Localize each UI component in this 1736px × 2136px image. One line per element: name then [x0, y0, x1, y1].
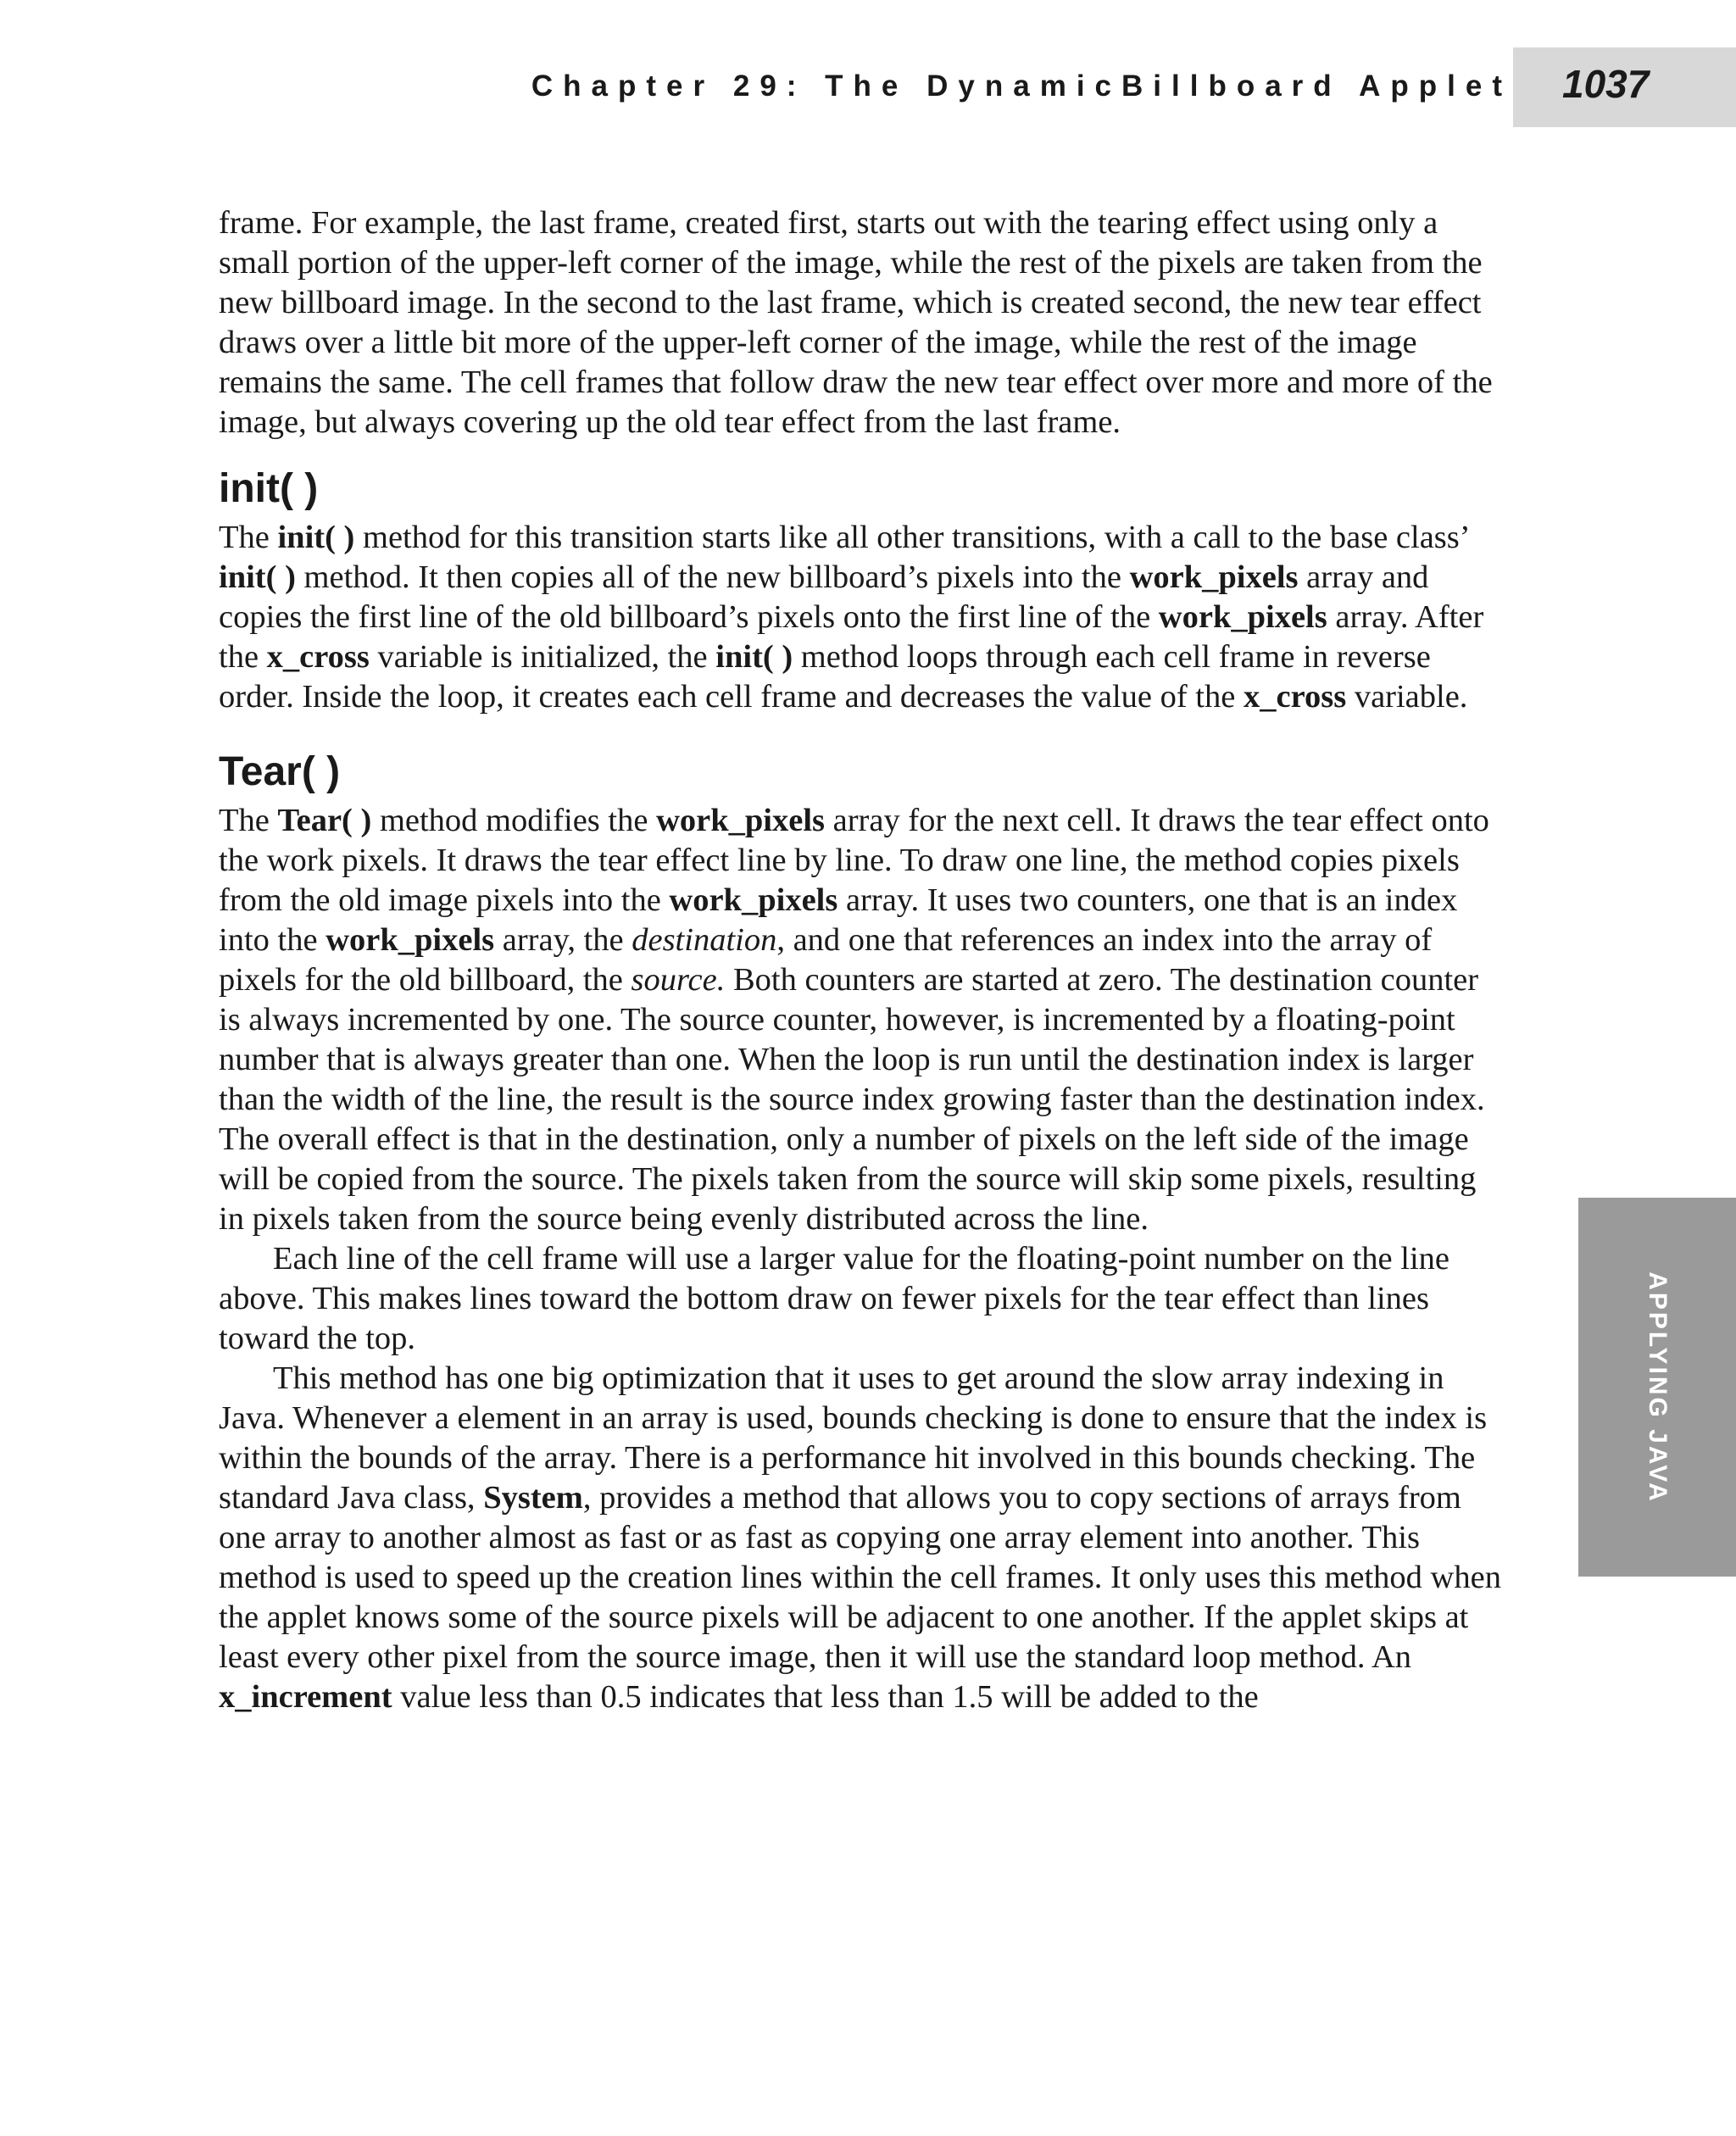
running-head: Chapter 29: The DynamicBillboard Applet: [531, 70, 1512, 103]
intro-paragraph: frame. For example, the last frame, created first, starts out with the tearing effect using only a small portion of the upper-left corner of the image, while the rest of the pixels are taken from the new billboard image. In the second to the last frame, which is created second, the new tear effect draws over a little bit more of the upper-left corner of the image, while the rest of the image remains the same. The cell frames that follow draw the new tear effect over more and more of the image, but always covering up the old tear effect from the last frame.: [219, 205, 1493, 440]
code-term: work_pixels: [326, 922, 495, 958]
code-term: Tear( ): [277, 803, 372, 838]
section-side-tab: [1578, 1198, 1736, 1577]
code-term: x_increment: [219, 1679, 392, 1715]
page-body: [219, 203, 1507, 1717]
code-term: System: [483, 1480, 583, 1516]
tear-paragraph-2: Each line of the cell frame will use a larger value for the floating-point number on the line above. This makes lines toward the bottom draw on fewer pixels for the tear effect than lines toward the top.: [219, 1241, 1449, 1356]
page-number-tab: [1513, 47, 1736, 127]
code-term: work_pixels: [1129, 559, 1299, 595]
code-term: x_cross: [266, 639, 370, 675]
emphasis-term: source.: [631, 962, 726, 998]
code-term: work_pixels: [1158, 599, 1327, 635]
init-paragraph: The init( ) method for this transition starts like all other transitions, with a call to the base class’ init( ) method. It then copies all of the new billboard’s pixels into the work_pixels array and copies the first line of the old billboard’s pixels onto the first line of the work_pixels array. After the x_cross variable is initialized, the init( ) method loops through each cell frame in reverse order. Inside the loop, it creates each cell frame and decreases the value of the x_cross variable.: [219, 520, 1484, 715]
code-term: init( ): [219, 559, 296, 595]
code-term: init( ): [277, 520, 355, 555]
code-term: x_cross: [1243, 679, 1347, 715]
side-tab-label: APPLYING JAVA: [1644, 1271, 1672, 1504]
tear-heading: Tear( ): [219, 749, 341, 794]
tear-paragraph-3: This method has one big optimization that it uses to get around the slow array indexing in Java. Whenever a element in an array is used, bounds checking is done to ensure that the index is within the bounds of the array. There is a performance hit involved in this bounds checking. The standard Java class, System, provides a method that allows you to copy sections of arrays from one array to another almost as fast or as fast as copying one array element into another. This method is used to speed up the creation lines within the cell frames. It only uses this method when the applet knows some of the source pixels will be adjacent to one another. If the applet skips at least every other pixel from the source image, then it will use the standard loop method. An x_increment value less than 0.5 indicates that less than 1.5 will be added to the: [219, 1360, 1501, 1715]
code-term: work_pixels: [669, 882, 838, 918]
code-term: work_pixels: [656, 803, 826, 838]
init-heading: init( ): [219, 466, 319, 511]
emphasis-term: destination: [632, 922, 777, 958]
code-term: init( ): [715, 639, 793, 675]
page-number: 1037: [1562, 62, 1650, 106]
tear-paragraph-1: The Tear( ) method modifies the work_pixels array for the next cell. It draws the tear effect onto the work pixels. It draws the tear effect line by line. To draw one line, the method copies pixels from the old image pixels into the work_pixels array. It uses two counters, one that is an index into the work_pixels array, the destination, and one that references an index into the array of pixels for the old billboard, the source. Both counters are started at zero. The destination counter is always incremented by one. The source counter, however, is incremented by a floating-point number that is always greater than one. When the loop is run until the destination index is larger than the width of the line, the result is the source index growing faster than the destination index. The overall effect is that in the destination, only a number of pixels on the left side of the image will be copied from the source. The pixels taken from the source will skip some pixels, resulting in pixels taken from the source being evenly distributed across the line.: [219, 803, 1489, 1237]
